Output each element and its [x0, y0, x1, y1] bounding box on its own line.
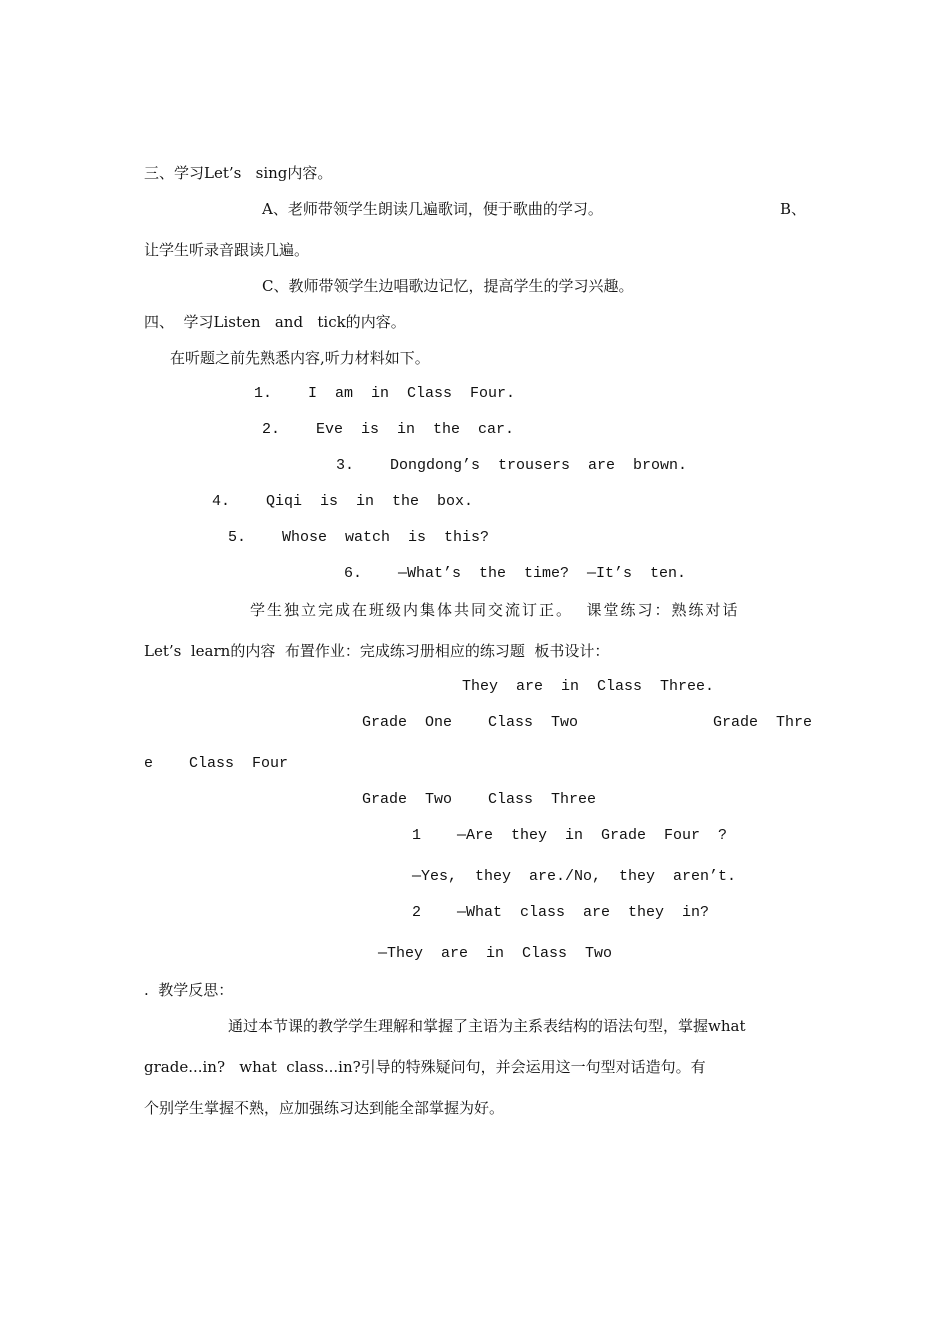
board-grade-one: Grade One Class Two	[362, 714, 579, 731]
practice-line: 学生独立完成在班级内集体共同交流订正。 课堂练习：熟练对话	[250, 601, 740, 619]
listening-item-6: 6. —What’s the time? —It’s ten.	[344, 565, 687, 582]
listening-item-1: 1. I am in Class Four.	[254, 385, 516, 402]
step-b-label: B、	[780, 200, 807, 218]
reflection-line-2: grade...in? what class...in?引导的特殊疑问句，并会运用这一句型对话造句。有	[144, 1058, 706, 1076]
listening-intro: 在听题之前先熟悉内容,听力材料如下。	[170, 349, 430, 367]
listening-item-3: 3. Dongdong’s trousers are brown.	[336, 457, 688, 474]
board-grade-two: Grade Two Class Three	[362, 791, 597, 808]
board-grade-three-rest: e Class Four	[144, 755, 289, 772]
step-a-line: A、老师带领学生朗读几遍歌词，便于歌曲的学习。	[262, 200, 603, 218]
section-four-heading: 四、 学习Listen and tick的内容。	[144, 313, 406, 331]
step-c-line: C、教师带领学生边唱歌边记忆，提高学生的学习兴趣。	[262, 277, 634, 295]
listening-item-4: 4. Qiqi is in the box.	[212, 493, 474, 510]
reflection-line-3: 个别学生掌握不熟，应加强练习达到能全部掌握为好。	[144, 1099, 505, 1117]
board-question-1: 1 —Are they in Grade Four ?	[412, 827, 728, 844]
reflection-line-1: 通过本节课的教学学生理解和掌握了主语为主系表结构的语法句型，掌握what	[228, 1017, 746, 1035]
board-answer-2: —They are in Class Two	[378, 945, 613, 962]
listening-item-5: 5. Whose watch is this?	[228, 529, 490, 546]
section-three-heading: 三、学习Let’s sing内容。	[144, 164, 333, 182]
board-answer-1: —Yes, they are./No, they aren’t.	[412, 868, 737, 885]
board-grade-three-part: Grade Thre	[713, 714, 813, 731]
step-b-line: 让学生听录音跟读几遍。	[144, 241, 310, 259]
homework-line: Let’s learn的内容 布置作业：完成练习册相应的练习题 板书设计：	[144, 642, 610, 660]
board-title: They are in Class Three.	[462, 678, 715, 695]
listening-item-2: 2. Eve is in the car.	[262, 421, 515, 438]
board-question-2: 2 —What class are they in?	[412, 904, 710, 921]
reflection-heading: . 教学反思：	[144, 981, 234, 999]
